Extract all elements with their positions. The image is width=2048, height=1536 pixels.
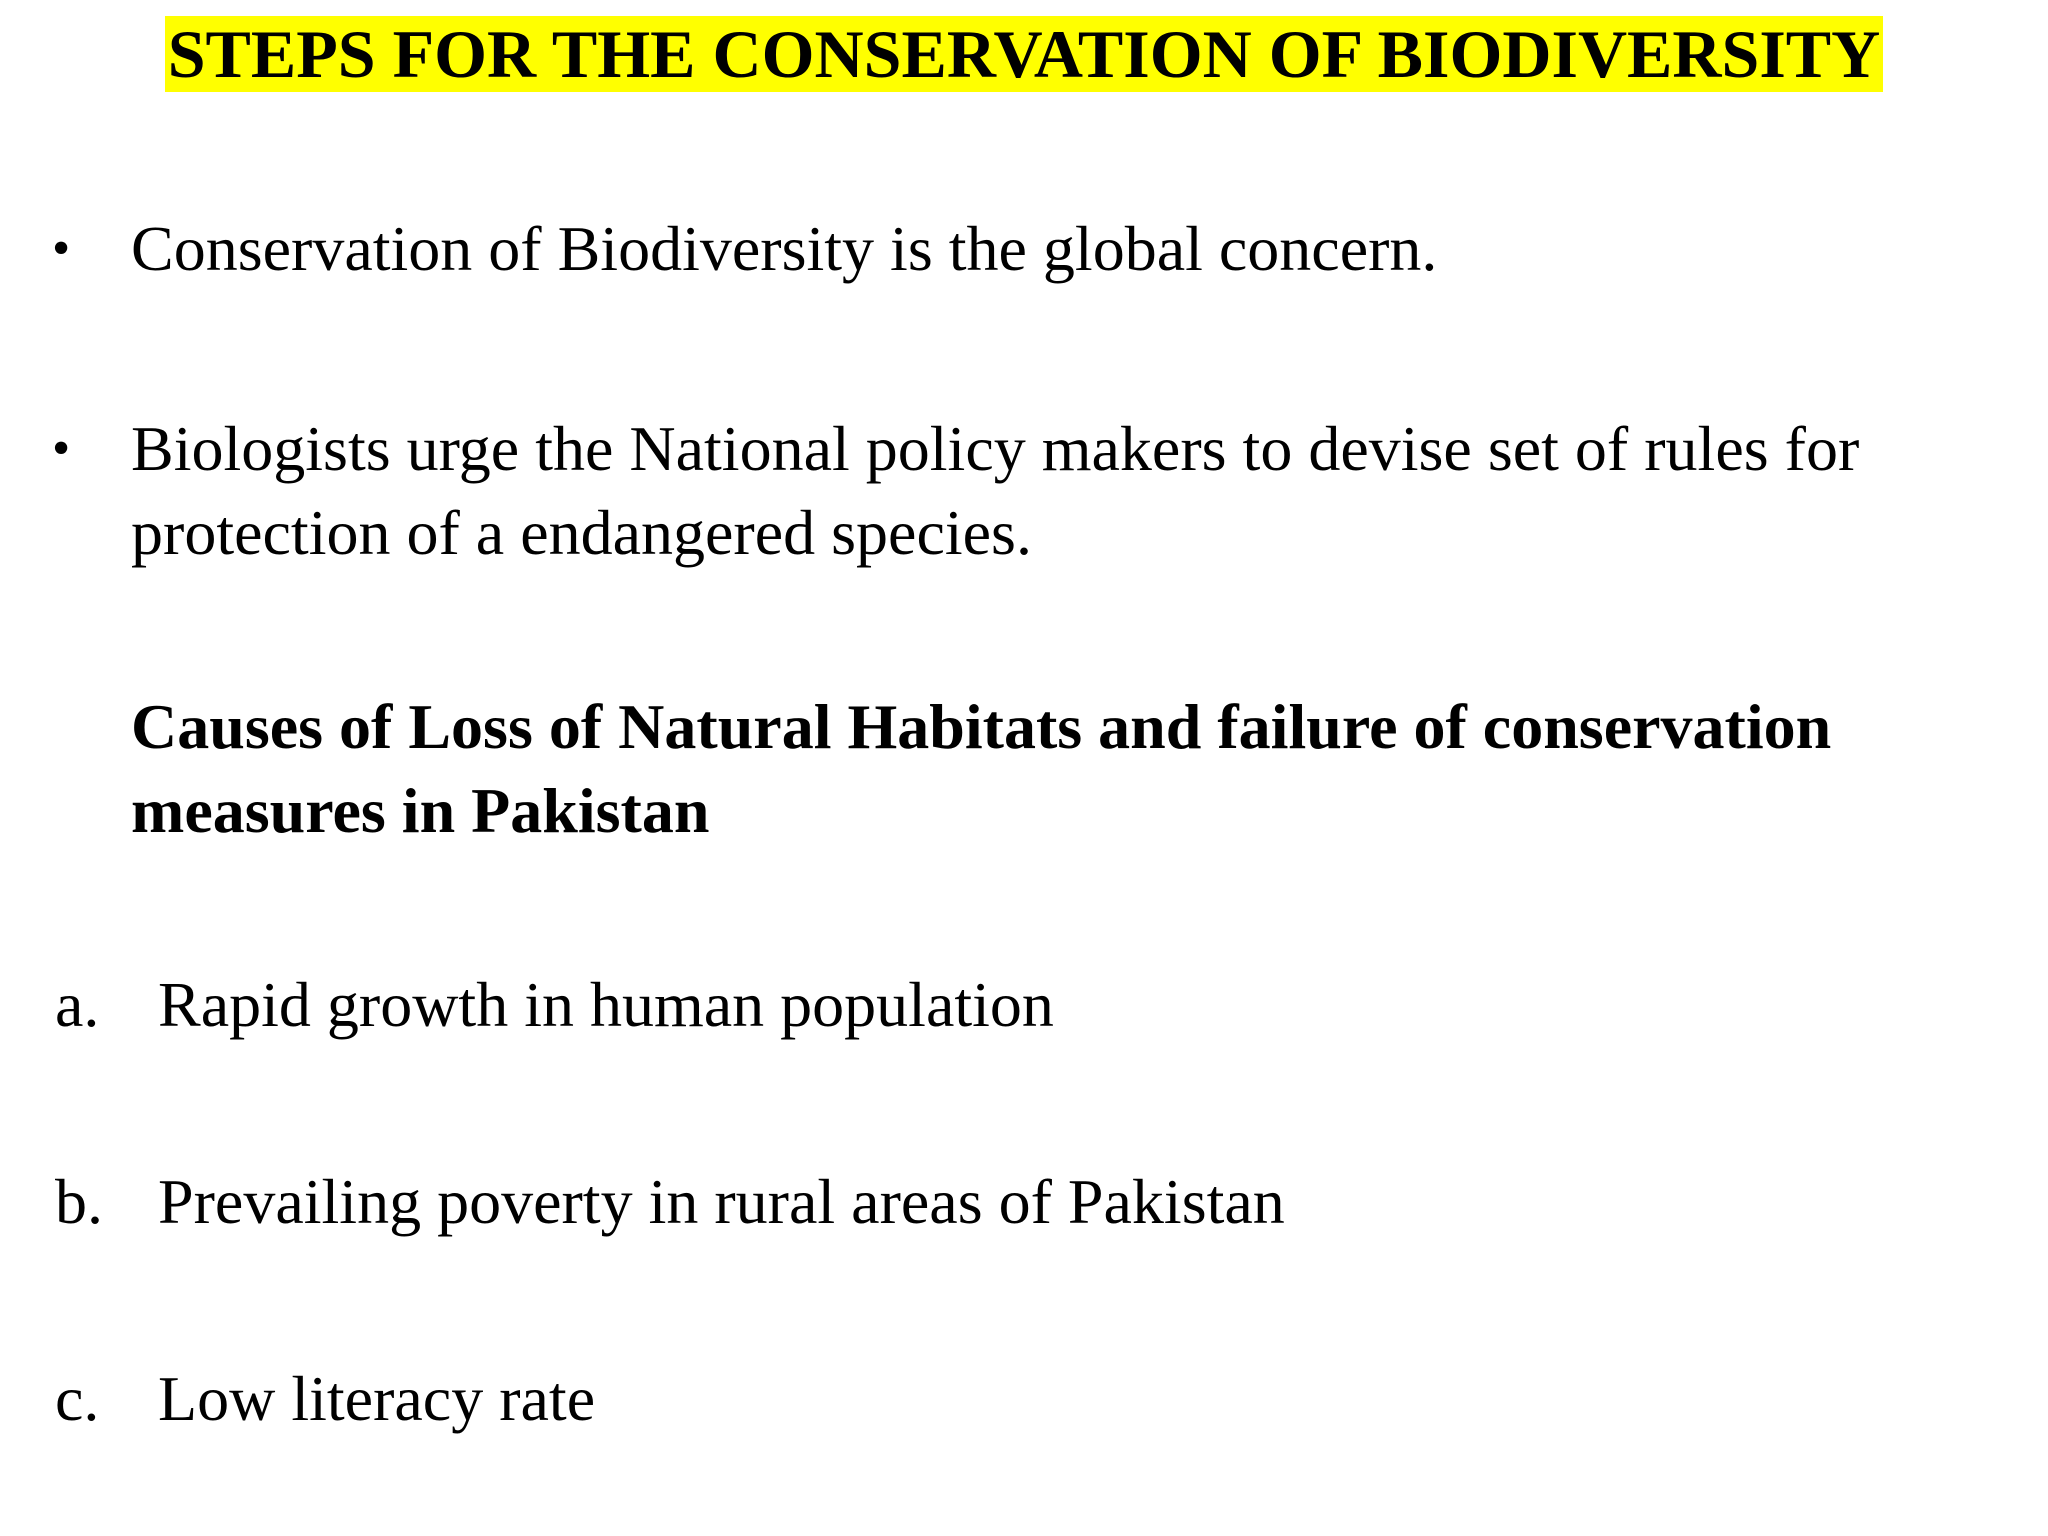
causes-heading: [131, 685, 2011, 853]
bullet-line: Biologists urge the National policy makers to devise set of rules for: [131, 413, 1860, 484]
slide-title: [0, 14, 2048, 94]
causes-heading-line: measures in Pakistan: [131, 775, 710, 846]
cause-letter: a.: [55, 969, 100, 1040]
bullet-text: [131, 407, 2011, 575]
cause-letter: c.: [55, 1363, 100, 1434]
cause-text: Low literacy rate: [158, 1363, 596, 1434]
cause-text: Rapid growth in human population: [158, 969, 1054, 1040]
slide-title-text: STEPS FOR THE CONSERVATION OF BIODIVERSITY: [165, 16, 1884, 92]
bullet-text: [131, 207, 2011, 291]
bullet-marker: •: [52, 420, 71, 477]
bullet-marker: •: [52, 220, 71, 277]
causes-heading-line: Causes of Loss of Natural Habitats and failure of conservation: [131, 691, 1832, 762]
cause-letter: b.: [55, 1166, 103, 1237]
bullet-line: protection of a endangered species.: [131, 497, 1032, 568]
cause-text: Prevailing poverty in rural areas of Pakistan: [158, 1166, 1285, 1237]
bullet-line: Conservation of Biodiversity is the global concern.: [131, 213, 1438, 284]
